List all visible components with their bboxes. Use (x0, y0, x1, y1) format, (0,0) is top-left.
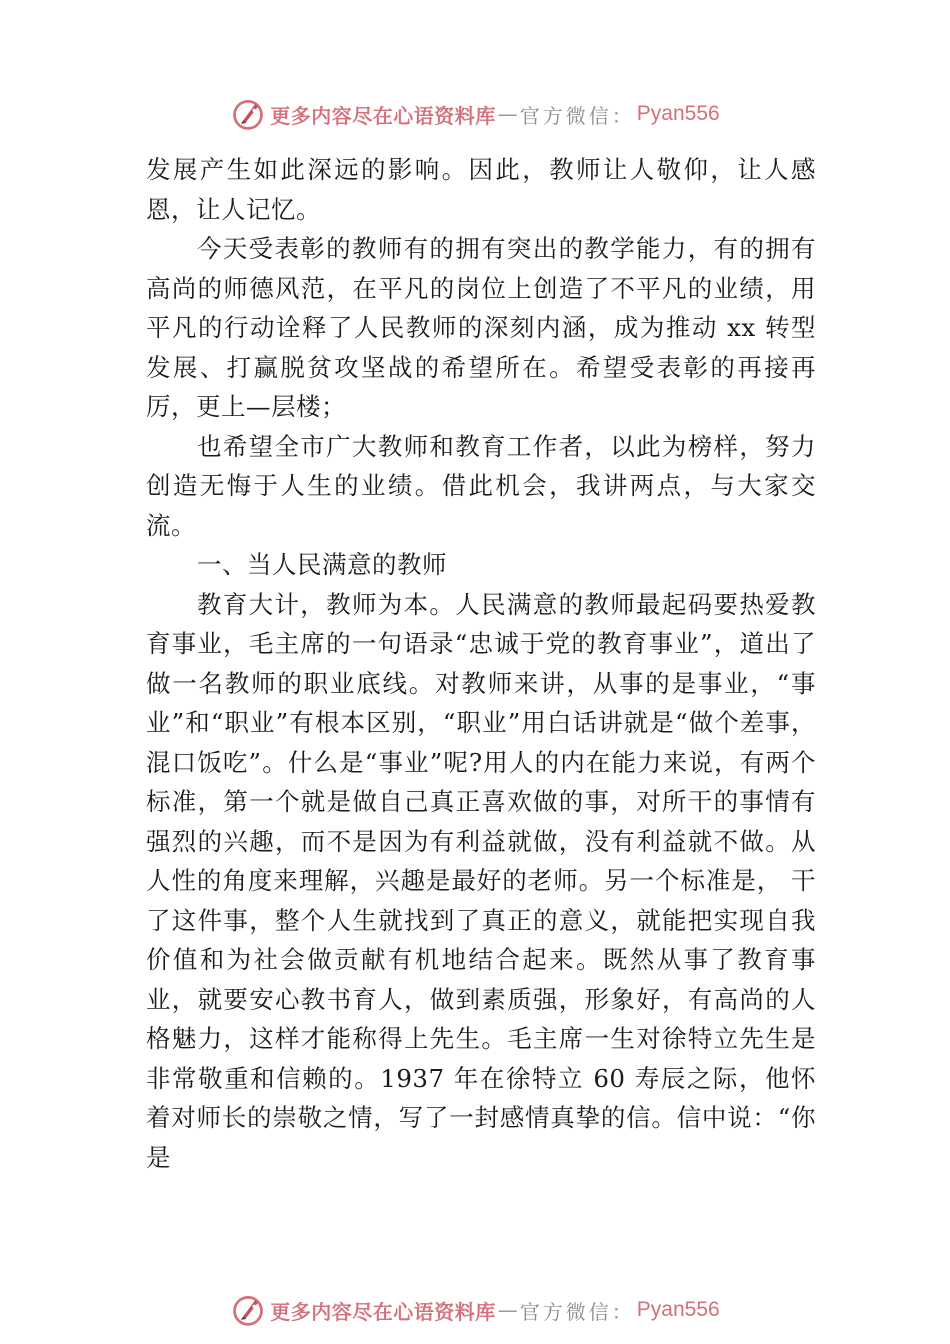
paragraph-continuation: 发展产生如此深远的影响。因此，教师让人敬仰，让人感恩，让人记忆。 (146, 155, 816, 224)
wechat-label: 官方微信： (519, 103, 635, 128)
document-body (146, 150, 816, 1177)
pen-nib-circle-icon (230, 1292, 266, 1328)
pen-nib-circle-icon (230, 96, 266, 132)
paragraph-hope: 也希望全市广大教师和教育工作者，以此为榜样，努力创造无悔于人生的业绩。借此机会，我讲两点，与大家交流。 (146, 431, 816, 540)
promo-text: 更多内容尽在心语资料库 (270, 1299, 496, 1324)
paragraph-education: 教育大计，教师为本。人民满意的教师最起码要热爱教育事业，毛主席的一句语录“忠诚于党的教育事业”，道出了做一名教师的职业底线。对教师来讲，从事的是事业，“事业”和“职业”有根本区别，“职业”用白话讲就是“做个差事，混口饭吃”。什么是“事业”呢?用人的内在能力来说，有两个标准，第一个就是做自己真正喜欢做的事，对所干的事情有强烈的兴趣，而不是因为有利益就做，没有利益就不做。从人性的角度来理解，兴趣是最好的老师。另一个标准是， 干了这件事，整个人生就找到了真正的意义，就能把实现自我价值和为社会做贡献有机地结合起来。既然从事了教育事业，就要安心教书育人，做到素质强，形象好，有高尚的人格魅力，这样才能称得上先生。毛主席一生对徐特立先生是非常敬重和信赖的。1937 年在徐特立 60 寿辰之际，他怀着对师长的崇敬之情，写了一封感情真挚的信。信中说：“你是 (146, 589, 816, 1172)
promo-dash: — (497, 102, 518, 126)
section-heading: 一、当人民满意的教师 (197, 550, 447, 579)
wechat-id: Pyan556 (636, 102, 720, 125)
wechat-id: Pyan556 (636, 1298, 720, 1321)
header-banner (0, 94, 950, 134)
footer-banner (0, 1290, 950, 1330)
promo-dash: — (497, 1298, 518, 1322)
promo-text: 更多内容尽在心语资料库 (270, 103, 496, 128)
paragraph-commendation: 今天受表彰的教师有的拥有突出的教学能力，有的拥有高尚的师德风范，在平凡的岗位上创造了不平凡的业绩，用平凡的行动诠释了人民教师的深刻内涵，成为推动 xx 转型发展、打赢脱贫攻坚战的希望所在。希望受表彰的再接再厉，更上—层楼； (146, 234, 816, 421)
wechat-label: 官方微信： (519, 1299, 635, 1324)
